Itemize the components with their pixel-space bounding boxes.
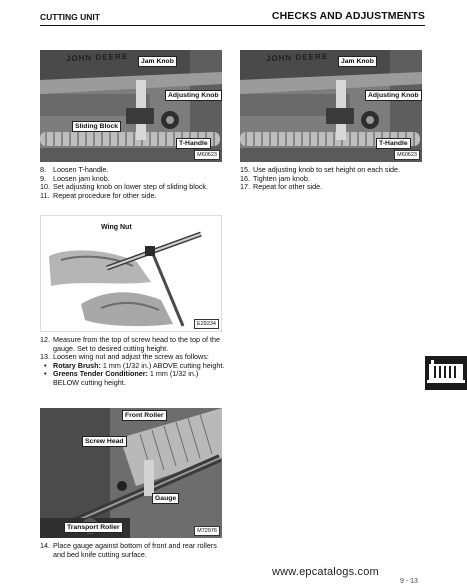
step-14 — [40, 542, 230, 559]
reel-mower-icon — [425, 356, 467, 390]
steps-15-17 — [240, 166, 425, 192]
callout-jam-knob: Jam Knob — [338, 56, 377, 67]
callout-t-handle: T-Handle — [176, 138, 211, 149]
figure-2-code: M60623 — [394, 150, 420, 160]
step-item: 8. Loosen T-handle. — [40, 165, 109, 174]
figure-1-brand-text: JOHN DEERE — [65, 51, 129, 64]
step-item: 17. Repeat for other side. — [240, 182, 323, 192]
bullet-icon: • — [44, 360, 47, 370]
callout-adjusting-knob: Adjusting Knob — [365, 90, 422, 101]
callout-screw-head: Screw Head — [82, 436, 127, 447]
step-item: 9. Loosen jam knob. — [40, 173, 110, 183]
step-item: 10. Set adjusting knob on lower step of sliding block. — [40, 182, 209, 192]
page-title: CHECKS AND ADJUSTMENTS — [271, 10, 425, 22]
callout-t-handle: T-Handle — [376, 138, 411, 149]
figure-4-photo — [40, 408, 222, 538]
callout-jam-knob: Jam Knob — [138, 56, 177, 67]
list-item: • Rotary Brush: 1 mm (1/32 in.) ABOVE cutting height. — [44, 360, 225, 370]
callout-sliding-block: Sliding Block — [72, 121, 121, 132]
list-item: • Greens Tender Conditioner: 1 mm (1/32 in.) BELOW cutting height. — [44, 369, 199, 387]
figure-2-brand-text: JOHN DEERE — [265, 51, 329, 64]
step-item: 15. Use adjusting knob to set height on each side. — [240, 165, 401, 174]
step-item: 11. Repeat procedure for other side. — [40, 190, 157, 200]
figure-3-photo — [40, 215, 222, 332]
step-item: 16. Tighten jam knob. — [240, 173, 310, 183]
callout-gauge: Gauge — [152, 493, 179, 504]
page-number: 9 - 13 — [400, 578, 418, 585]
figure-1-code: M60623 — [194, 150, 220, 160]
figure-1-photo — [40, 50, 222, 162]
step-item: 13. Loosen wing nut and adjust the screw as follows: — [40, 352, 209, 362]
callout-transport-roller: Transport Roller — [64, 522, 123, 533]
step-item: 14. Place gauge against bottom of front and rear rollers and bed knife cutting surface. — [40, 541, 217, 559]
figure-4-illustration — [40, 408, 222, 538]
section-tab — [425, 356, 467, 390]
bullet-icon: • — [44, 369, 47, 379]
callout-wing-nut: Wing Nut — [101, 224, 132, 231]
steps-8-11 — [40, 166, 222, 200]
step-item: 12. Measure from the top of screw head to the top of the gauge. Set to desired cutting height. — [40, 335, 221, 353]
steps-12-13 — [40, 336, 226, 388]
callout-front-roller: Front Roller — [122, 410, 167, 421]
section-title: CUTTING UNIT — [40, 12, 100, 22]
figure-4-code: M72976 — [194, 526, 220, 536]
callout-adjusting-knob: Adjusting Knob — [165, 90, 222, 101]
figure-2-photo — [240, 50, 422, 162]
header-rule — [40, 25, 425, 26]
figure-3-illustration — [41, 216, 222, 332]
figure-3-code: E29234 — [194, 319, 219, 329]
watermark: www.epcatalogs.com — [272, 566, 379, 578]
